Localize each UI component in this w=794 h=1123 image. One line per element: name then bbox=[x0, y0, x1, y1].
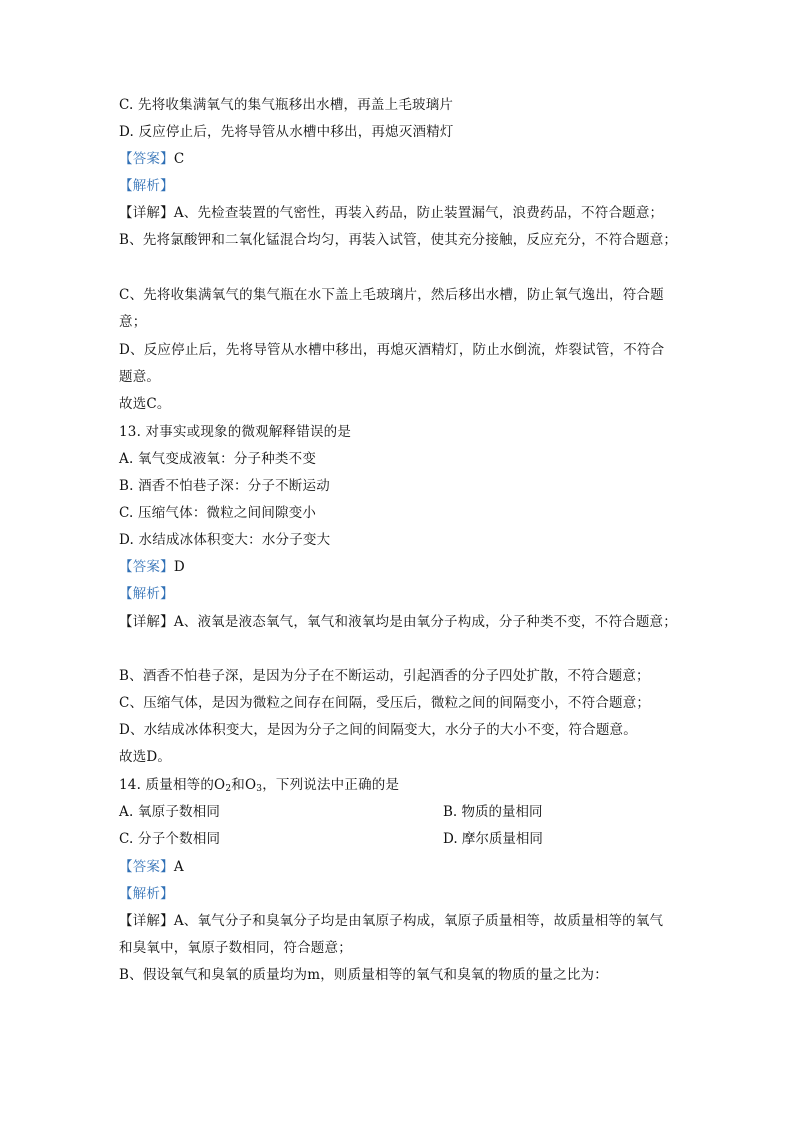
q12-conclusion: 故选C。 bbox=[119, 396, 171, 412]
q12-option-d: D. 反应停止后，先将导管从水槽中移出，再熄灭酒精灯 bbox=[119, 124, 454, 140]
answer-tag: 【答案】 bbox=[119, 859, 174, 875]
q13-analysis-tag: 【解析】 bbox=[119, 586, 174, 602]
q12-detail-a bbox=[119, 203, 663, 223]
stem-text: ，下列说法中正确的是 bbox=[262, 777, 400, 793]
q14-option-b: B. 物质的量相同 bbox=[443, 804, 543, 820]
answer-tag: 【答案】 bbox=[119, 559, 174, 575]
answer-tag: 【答案】 bbox=[119, 151, 174, 167]
q14-answer bbox=[119, 857, 184, 877]
q12-option-c: C. 先将收集满氧气的集气瓶移出水槽，再盖上毛玻璃片 bbox=[119, 97, 454, 113]
stem-text: 14. 质量相等的O bbox=[119, 777, 226, 793]
answer-value: A bbox=[173, 859, 184, 875]
answer-value: D bbox=[173, 559, 185, 575]
q14-option-a: A. 氧原子数相同 bbox=[119, 804, 221, 820]
q13-option-b: B. 酒香不怕巷子深：分子不断运动 bbox=[119, 478, 330, 494]
detail-text: A、先检查装置的气密性，再装入药品，防止装置漏气，浪费药品，不符合题意； bbox=[173, 205, 664, 221]
q13-detail-d: D、水结成冰体积变大，是因为分子之间的间隔变大，水分子的大小不变，符合题意。 bbox=[119, 722, 637, 738]
q14-option-d: D. 摩尔质量相同 bbox=[443, 831, 543, 847]
q12-detail-b: B、先将氯酸钾和二氧化锰混合均匀，再装入试管，使其充分接触，反应充分，不符合题意； bbox=[119, 232, 678, 248]
q14-option-c: C. 分子个数相同 bbox=[119, 831, 221, 847]
q14-detail-a-line1 bbox=[119, 911, 663, 931]
answer-value: C bbox=[173, 151, 185, 167]
q12-detail-c-line2: 意； bbox=[119, 314, 147, 330]
detail-text: A、氧气分子和臭氧分子均是由氧原子构成，氧原子质量相等，故质量相等的氧气 bbox=[173, 913, 664, 929]
detail-tag: 【详解】 bbox=[119, 614, 174, 630]
stem-text: 和O bbox=[231, 777, 257, 793]
q14-detail-b: B、假设氧气和臭氧的质量均为m，则质量相等的氧气和臭氧的物质的量之比为： bbox=[119, 967, 608, 983]
subscript: 2 bbox=[225, 784, 232, 794]
detail-text: A、液氧是液态氧气，氧气和液氧均是由氧分子构成，分子种类不变，不符合题意； bbox=[173, 614, 677, 630]
q13-detail-c: C、压缩气体，是因为微粒之间存在间隔，受压后，微粒之间的间隔变小，不符合题意； bbox=[119, 695, 651, 711]
q14-stem bbox=[119, 775, 399, 799]
q12-detail-c-line1: C、先将收集满氧气的集气瓶在水下盖上毛玻璃片，然后移出水槽，防止氧气逸出，符合题 bbox=[119, 287, 664, 303]
q13-answer bbox=[119, 557, 185, 577]
q12-detail-d-line1: D、反应停止后，先将导管从水槽中移出，再熄灭酒精灯，防止水倒流，炸裂试管，不符合 bbox=[119, 342, 665, 358]
q13-option-c: C. 压缩气体：微粒之间间隙变小 bbox=[119, 505, 317, 521]
q13-detail-b: B、酒香不怕巷子深，是因为分子在不断运动，引起酒香的分子四处扩散，不符合题意； bbox=[119, 668, 650, 684]
q13-option-a: A. 氧气变成液氧：分子种类不变 bbox=[119, 451, 317, 467]
q13-option-d: D. 水结成冰体积变大：水分子变大 bbox=[119, 532, 331, 548]
q14-analysis-tag: 【解析】 bbox=[119, 886, 174, 902]
q13-detail-a bbox=[119, 612, 677, 632]
q13-stem: 13. 对事实或现象的微观解释错误的是 bbox=[119, 424, 352, 440]
q12-analysis-tag: 【解析】 bbox=[119, 178, 174, 194]
detail-tag: 【详解】 bbox=[119, 913, 174, 929]
q12-answer bbox=[119, 149, 184, 169]
detail-tag: 【详解】 bbox=[119, 205, 174, 221]
q14-detail-a-line2: 和臭氧中，氧原子数相同，符合题意； bbox=[119, 940, 352, 956]
q12-detail-d-line2: 题意。 bbox=[119, 369, 161, 385]
q13-conclusion: 故选D。 bbox=[119, 749, 172, 765]
subscript: 3 bbox=[256, 784, 263, 794]
